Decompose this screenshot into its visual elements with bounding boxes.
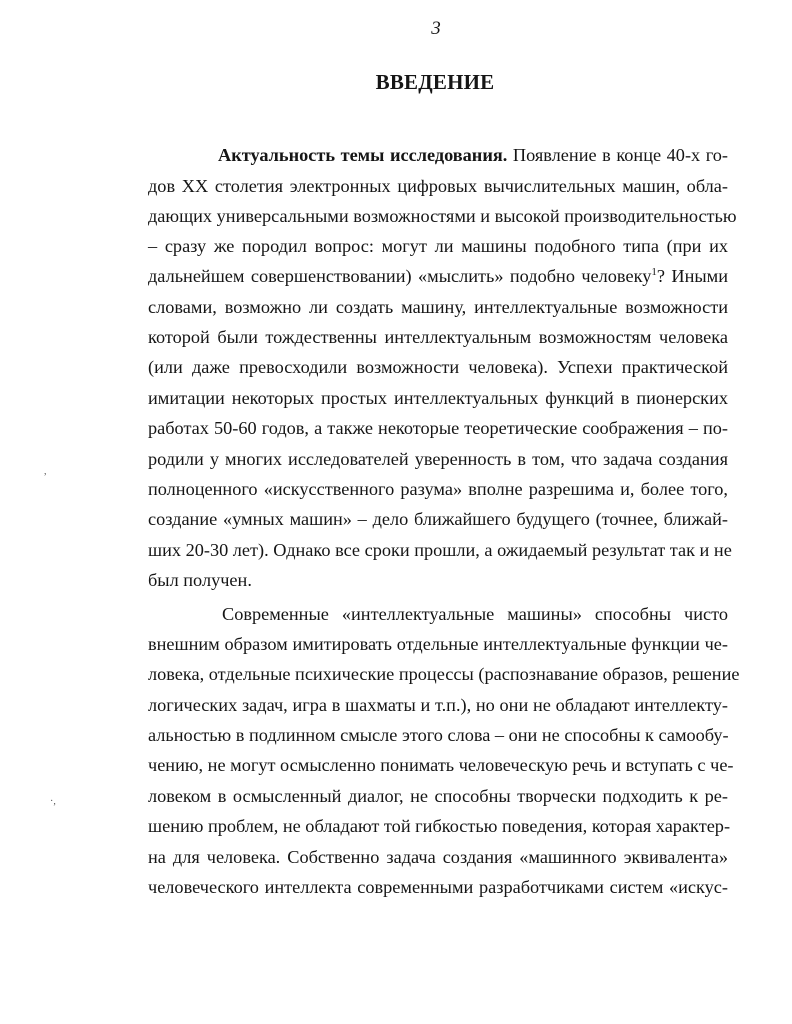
paragraph-line: создание «умных машин» – дело ближайшего будущего (точнее, ближай-	[148, 509, 728, 529]
paragraph-line: шению проблем, не обладают той гибкостью поведения, которая характер-	[148, 816, 731, 836]
paragraph-line: ловека, отдельные психические процессы (распознавание образов, решение	[148, 664, 740, 684]
paragraph-line: на для человека. Собственно задача создания «машинного эквивалента»	[148, 847, 728, 867]
paragraph-line: Современные «интеллектуальные машины» способны чисто	[222, 604, 728, 624]
paragraph-line: альностью в подлинном смысле этого слова – они не способны к самообу-	[148, 725, 729, 745]
paragraph-line: ших 20-30 лет). Однако все сроки прошли, а ожидаемый результат так и не	[148, 540, 732, 560]
paragraph-line: полноценного «искусственного разума» вполне разрешима и, более того,	[148, 479, 728, 499]
lead-phrase: Актуальность темы исследования.	[218, 145, 508, 165]
paragraph-line: работах 50-60 годов, а также некоторые теоретические соображения – по-	[148, 418, 728, 438]
paragraph-line: которой были тождественны интеллектуальным возможностям человека	[148, 327, 728, 347]
paragraph-line: дов XX столетия электронных цифровых вычислительных машин, обла-	[148, 176, 728, 196]
line-text: дальнейшем совершенствовании) «мыслить» подобно человеку	[148, 266, 652, 286]
paragraph-line: словами, возможно ли создать машину, интеллектуальные возможности	[148, 297, 728, 317]
paragraph-line	[218, 144, 728, 166]
page-number: 3	[431, 18, 441, 39]
paragraph-line: человеческого интеллекта современными разработчиками систем «искус-	[148, 877, 728, 897]
line-text: Появление в конце 40-х го-	[507, 145, 728, 165]
line-text: ? Иными	[656, 266, 728, 286]
paragraph-line: ловеком в осмысленный диалог, не способны творчески подходить к ре-	[148, 786, 728, 806]
paragraph-line: имитации некоторых простых интеллектуальных функций в пионерских	[148, 388, 728, 408]
paragraph-line: был получен.	[148, 570, 252, 590]
page-title: ВВЕДЕНИЕ	[375, 70, 495, 94]
paragraph-line: – сразу же породил вопрос: могут ли машины подобного типа (при их	[148, 236, 728, 256]
paragraph-line: логических задач, игра в шахматы и т.п.), но они не обладают интеллекту-	[148, 695, 728, 715]
paragraph-line: родили у многих исследователей уверенность в том, что задача создания	[148, 449, 728, 469]
paragraph-line: чению, не могут осмысленно понимать человеческую речь и вступать с че-	[148, 755, 734, 775]
paragraph-line: дающих универсальными возможностями и высокой производительностью	[148, 206, 737, 226]
paragraph-line: внешним образом имитировать отдельные интеллектуальные функции че-	[148, 634, 728, 654]
footnote-mark: 1	[651, 266, 657, 278]
scan-speck: ,	[44, 466, 47, 477]
scan-speck: ·,	[50, 796, 56, 807]
paragraph-line	[148, 265, 728, 287]
paragraph-line: (или даже превосходили возможности человека). Успехи практической	[148, 357, 728, 377]
